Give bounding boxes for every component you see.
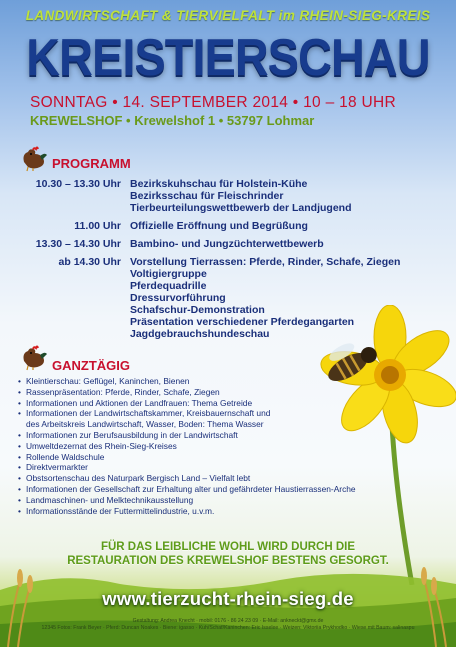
ganztaegig-heading: GANZTÄGIG [52,358,130,373]
programm-event: Bezirksschau für Fleischrinder [130,190,284,202]
credits-line: Gestaltung: Andrea Knecht · mobil: 0176 - 86 24 23 09 · E-Mail: ankneckt@gmx.de [132,618,324,624]
rooster-icon [20,146,48,172]
programm-event: Bezirkskuhschau für Holstein-Kühe [130,178,308,190]
programm-event: Pferdequadrille [130,280,207,292]
page-title: KREISTIERSCHAU [26,29,430,87]
list-item: • Landmaschinen- und Melktechnikausstellung [18,495,428,506]
list-item: • Informationsstände der Futtermittelindustrie, u.v.m. [18,506,428,517]
credits [8,618,448,632]
top-tagline: LANDWIRTSCHAFT & TIERVIELFALT im RHEIN-SIEG-KREIS [25,8,431,23]
programm-event: Voltigiergruppe [130,268,207,280]
list-item: • Informationen der Gesellschaft zur Erhaltung alter und gefährdeter Haustierrassen-Arche [18,484,428,495]
catering-note-line: FÜR DAS LEIBLICHE WOHL WIRD DURCH DIE [100,541,356,553]
programm-event: Tierbeurteilungswettbewerb der Landjugend [130,202,352,214]
programm-event: Dressurvorführung [130,292,226,304]
programm-time: ab 14.30 Uhr [58,256,121,268]
list-item: • Informationen der Landwirtschaftskammer, Kreisbauernschaft und des Arbeitskreis Landwirtschaft, Wasser, Boden: Thema Wasser [18,408,428,430]
programm-time: 13.30 – 14.30 Uhr [35,238,121,250]
programm-heading: PROGRAMM [52,156,131,171]
programm-event: Schafschur-Demonstration [130,304,265,316]
event-address: KREWELSHOF • Krewelshof 1 • 53797 Lohmar [30,113,315,128]
programm-time: 10.30 – 13.30 Uhr [35,178,121,190]
programm-event: Jagdgebrauchshundeschau [130,328,270,340]
list-item: • Informationen und Aktionen der Landfrauen: Thema Getreide [18,398,428,409]
credits-line: 12345 Fotos: Frank Beyer · Pferd: Duncan Noakes · Biene: igasso · Kuh/Schaf/Kaninchen: Eric Isselee · Weizen: Viktoriia Prykhodko · Wiese mit Baum: salinaspu [41,625,415,631]
event-date: SONNTAG • 14. SEPTEMBER 2014 • 10 – 18 UHR [30,94,397,111]
rooster-icon [20,345,48,371]
programm-event: Offizielle Eröffnung und Begrüßung [130,220,308,232]
ganztaegig-list [18,376,428,516]
list-item: • Direktvermarkter [18,462,428,473]
programm-event: Präsentation verschiedener Pferdegangarten [130,316,355,328]
website-link[interactable]: www.tierzucht-rhein-sieg.de [102,588,354,609]
list-item: • Umweltdezernat des Rhein-Sieg-Kreises [18,441,428,452]
list-item: • Kleintierschau: Geflügel, Kaninchen, Bienen [18,376,428,387]
programm-event: Vorstellung Tierrassen: Pferde, Rinder, Schafe, Ziegen [130,256,401,268]
list-item: • Rassenpräsentation: Pferde, Rinder, Schafe, Ziegen [18,387,428,398]
catering-note-line: RESTAURATION DES KREWELSHOF BESTENS GESORGT. [67,555,389,567]
list-item: • Rollende Waldschule [18,452,428,463]
list-item: • Informationen zur Berufsausbildung in der Landwirtschaft [18,430,428,441]
programm-time: 11.00 Uhr [74,220,121,232]
programm-event: Bambino- und Jungzüchterwettbewerb [130,238,324,250]
catering-note [0,540,456,568]
list-item: • Obstsortenschau des Naturpark Bergisch Land – Vielfalt lebt [18,473,428,484]
